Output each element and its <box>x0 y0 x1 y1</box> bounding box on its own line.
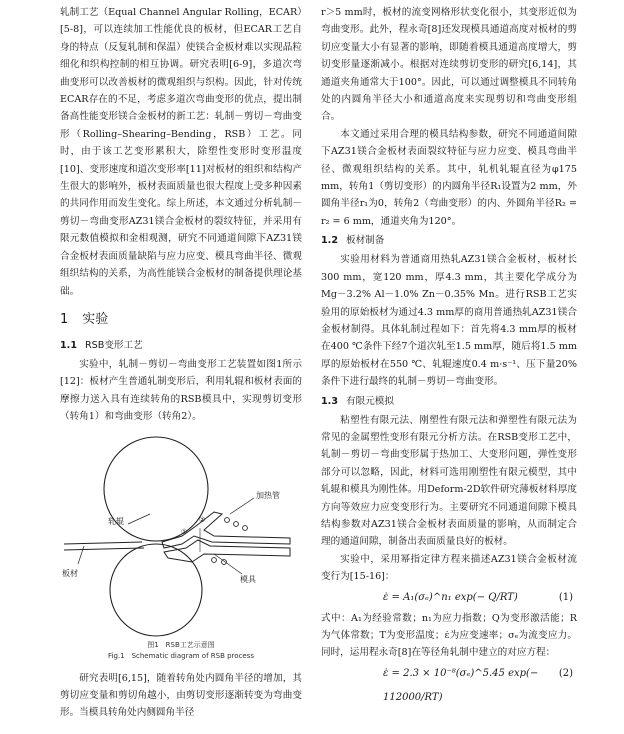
section-title: 实验 <box>82 311 109 327</box>
heating-tube <box>225 517 230 522</box>
subsection-title: RSB变形工艺 <box>85 339 143 351</box>
label-corner-1: ① <box>181 527 188 536</box>
equation-2-body: ε̇ = 2.3 × 10⁻⁸(σₑ)^5.45 exp(− 112000/RT) <box>383 667 539 703</box>
section-number: 1 <box>60 311 69 327</box>
figure-caption-en: Fig.1 Schematic diagram of RSB process <box>107 651 255 660</box>
subsection-heading-fem <box>321 394 577 410</box>
subsection-number: 1.1 <box>60 339 77 351</box>
die-parameters-paragraph: 本文通过采用合理的模具结构参数，研究不同通道间隙下AZ31镁合金板材表面裂纹特征与应力应变、模具弯曲半径、微观组织结构的关系。其中，轧机轧辊直径为φ175 mm，转角1（剪切变形）的内圆角半径R₁设置为2 mm，外圆角半径r₁为0，转角2（弯曲变形）的内、外圆角半径R₂ = r₂ = 6 mm，通道夹角为120°。 <box>321 128 577 227</box>
subsection-heading-rsb-process <box>60 338 302 354</box>
subsection-title: 有限元模拟 <box>346 395 394 407</box>
sheet-bottom-edge <box>64 548 144 550</box>
label-die: 模具 <box>240 574 256 584</box>
equation-1-number: (1) <box>558 591 573 603</box>
heating-tube <box>243 525 248 530</box>
sheet-top-edge <box>64 542 142 544</box>
subsection-title: 板材制备 <box>346 235 385 247</box>
heating-tube <box>234 521 239 526</box>
subsection-number: 1.2 <box>321 235 338 247</box>
equation-1 <box>321 586 577 610</box>
section-heading-experiment <box>60 310 302 330</box>
subsection-number: 1.3 <box>321 395 338 407</box>
label-heating-tube: 加热管 <box>256 490 280 500</box>
leader-sheet <box>78 546 84 564</box>
label-corner-2: ② <box>199 515 206 524</box>
figure-caption-cn: 图1 RSB工艺示意图 <box>147 640 215 649</box>
fem-paragraph: 粘塑性有限元法、刚塑性有限元法和弹塑性有限元法为常见的金属塑性变形有限元分析方法。在RSB变形工艺中，轧制－剪切－弯曲变形属于热加工、大变形问题，弹性变形部分可以忽略，因此，材料可选用刚塑性有限元模型，其中轧辊和模具为刚性体。用Deform-2D软件研究薄板材料厚度方向等效应力应变变形行为。主要研究不同通道间隙下模具结构参数对AZ31镁合金板材表面质量的影响，从而制定合理的通道间隙，制备出表面质量良好的板材。 <box>321 414 577 548</box>
leader-die <box>214 554 242 574</box>
intro-paragraph-continued: 轧制工艺（Equal Channel Angular Rolling，ECAR）[5-8]，可以连续加工性能优良的板材，但ECAR工艺自身的特点（反复轧制和保温）使镁合金板材难以实现晶粒细化和织构控制的相互协调。研究表明[6-9]，多道次弯曲变形可以改善板材的微观组织与织构。因此，针对传统ECAR存在的不足，考虑多道次弯曲变形的优点，提出制备高性能变形镁合金板材的新工艺：轧制－剪切－弯曲变形（Rolling–Shearing–Bending，RSB）工艺。同时，由于该工艺变形累积大，除塑性变形时变形温度[10]、变形速度和道次变形率[11]对板材的组织和结构产生很大的影响外，板材表面质量也很大程度上受多种因素的共同作用而发生变化。综上所述，本文通过分析轧制－剪切－弯曲变形AZ31镁合金板材的裂纹特征，并采用有限元数值模拟和金相观测，研究不同通道间隙下AZ31镁合金板材表面质量缺陷与应力应变、模具弯曲半径、微观组织结构的关系，为高性能镁合金板材的制备提供理论基础。 <box>60 7 302 297</box>
subsection-heading-sheet-preparation <box>321 233 577 249</box>
equation-2-number: (2) <box>558 667 573 679</box>
leader-heating-tube <box>230 498 254 514</box>
figure-caption <box>60 640 302 662</box>
right-column <box>321 4 577 703</box>
left-column <box>60 4 302 722</box>
label-roll: 轧辊 <box>108 516 124 526</box>
sheet-preparation-paragraph: 实验用材料为普通商用热轧AZ31镁合金板材，板材长300 mm，宽120 mm，厚4.3 mm，其主要化学成分为Mg－3.2% Al－1.0% Zn－0.35% Mn。进行RSB工艺实验用的原始板材为通过4.3 mm厚的商用普通热轧AZ31镁合金板材制得。具体轧制过程如下：首先将4.3 mm厚的板材在400 ℃条件下经7个道次轧至1.5 mm厚，随后将1.5 mm厚的原始板材在550 ℃、轧辊速度0.4 m·s⁻¹、压下量20%条件下进行最终的轧制－剪切－弯曲变形。 <box>321 254 577 388</box>
shear-bending-paragraph: r＞5 mm时，板材的流变网格形状变化很小，其变形近似为弯曲变形。此外，程永奇[8]还发现模具通道高度对板材的剪切应变量大小有显著的影响，即随着模具通道高度增大，剪切变形量逐渐减小。根据对连续剪切变形的研究[6,14]，其通道夹角通常大于100°。因此，可以通过调整模具不同转角处的内圆角半径大小和通道高度来实现剪切和弯曲变形组合。 <box>321 7 577 123</box>
equation-variables-paragraph: 式中：A₁为经验常数；n₁为应力指数；Q为变形激活能；R为气体常数；T为变形温度；ε̇为应变速率；σₑ为流变应力。同时，运用程永奇[8]在等径角轧制中建立的对应方程： <box>321 612 577 659</box>
flow-behavior-paragraph: 实验中，采用幂指定律方程来描述AZ31镁合金板材流变行为[15-16]： <box>321 553 577 583</box>
lower-roll <box>110 544 202 636</box>
figure-rsb-schematic <box>60 432 302 670</box>
equation-1-body: ε̇ = A₁(σₑ)^n₁ exp(− Q/RT) <box>383 591 518 603</box>
rsb-process-paragraph: 实验中，轧制－剪切－弯曲变形工艺装置如图1所示[12]：板材产生普通轧制变形后，利用轧辊和板材表面的摩擦力送入具有连续转角的RSB模具中，实现剪切变形（转角1）和弯曲变形（转角2）。 <box>60 358 302 423</box>
leader-roll <box>128 514 150 524</box>
equation-2 <box>321 662 577 703</box>
heating-tube <box>212 557 217 562</box>
label-sheet: 板材 <box>62 568 78 578</box>
corner-radius-paragraph: 研究表明[6,15]，随着转角处内圆角半径的增加，其剪切应变量和剪切角越小，由剪切变形逐渐转变为弯曲变形。当模具转角处内侧圆角半径 <box>60 672 302 719</box>
